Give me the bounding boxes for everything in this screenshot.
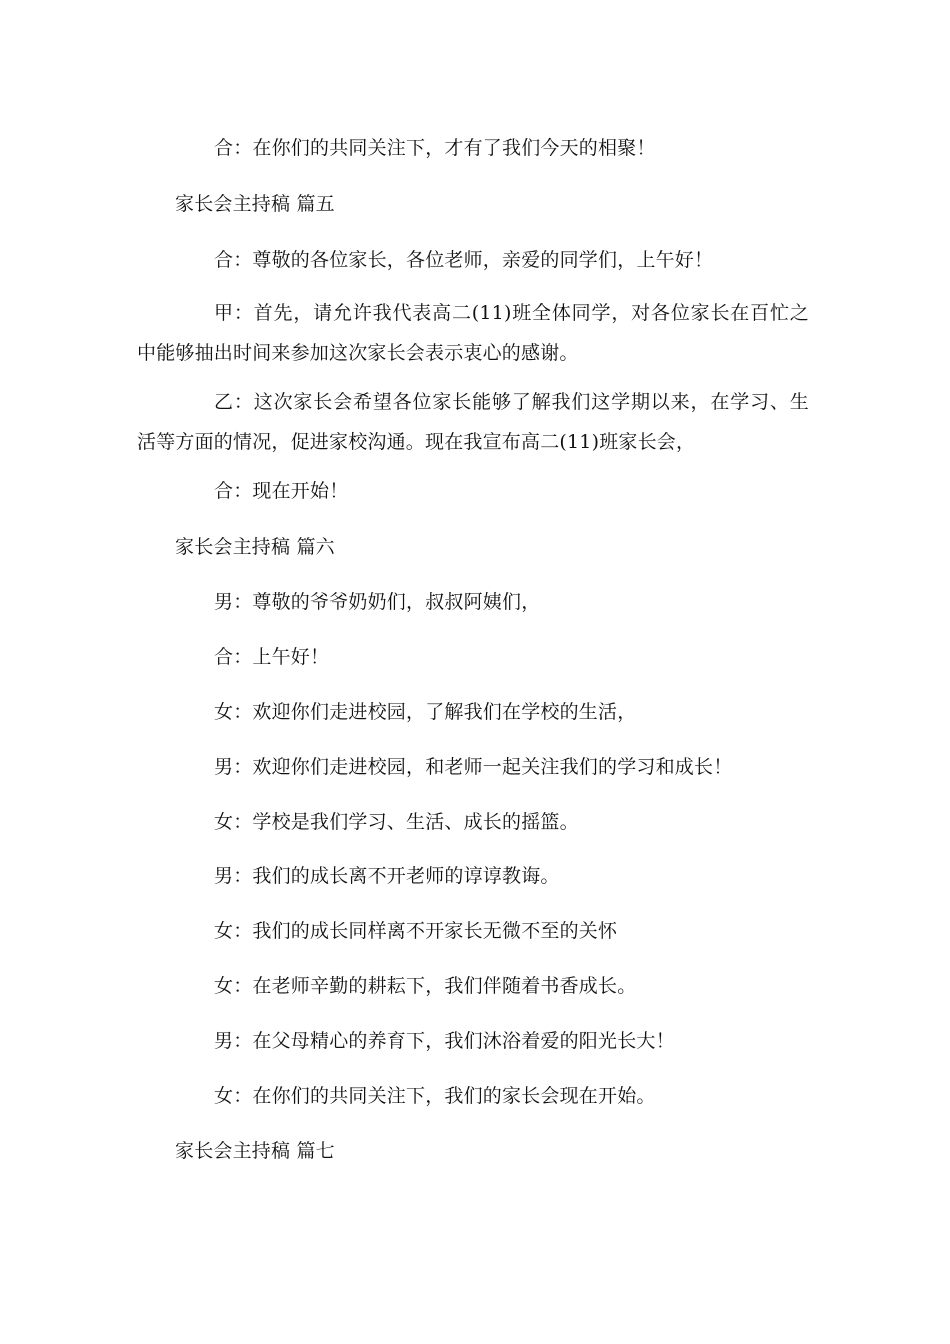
paragraph-line: 女：学校是我们学习、生活、成长的摇篮。	[214, 811, 579, 833]
paragraph-line: 合：在你们的共同关注下，才有了我们今天的相聚！	[214, 137, 656, 159]
section-heading: 家长会主持稿 篇七	[175, 1140, 335, 1162]
paragraph: 甲：首先，请允许我代表高二(11)班全体同学，对各位家长在百忙之中能够抽出时间来参加这次家长会表示衷心的感谢。	[137, 302, 809, 364]
paragraph-line: 男：我们的成长离不开老师的谆谆教诲。	[214, 865, 560, 887]
paragraph-line: 女：欢迎你们走进校园，了解我们在学校的生活，	[214, 701, 637, 723]
paragraph: 乙：这次家长会希望各位家长能够了解我们这学期以来，在学习、生活等方面的情况，促进家校沟通。现在我宣布高二(11)班家长会，	[137, 391, 809, 453]
paragraph-line: 合：现在开始！	[214, 480, 349, 502]
paragraph-line: 女：在老师辛勤的耕耘下，我们伴随着书香成长。	[214, 975, 637, 997]
section-heading: 家长会主持稿 篇六	[175, 536, 335, 558]
paragraph-line: 女：我们的成长同样离不开家长无微不至的关怀	[214, 920, 618, 942]
paragraph-line: 男：尊敬的爷爷奶奶们，叔叔阿姨们，	[214, 591, 541, 613]
paragraph-line: 女：在你们的共同关注下，我们的家长会现在开始。	[214, 1085, 656, 1107]
paragraph-line: 男：欢迎你们走进校园，和老师一起关注我们的学习和成长！	[214, 756, 733, 778]
paragraph-line: 男：在父母精心的养育下，我们沐浴着爱的阳光长大！	[214, 1030, 675, 1052]
paragraph-line: 合：尊敬的各位家长，各位老师，亲爱的同学们，上午好！	[214, 249, 714, 271]
section-heading: 家长会主持稿 篇五	[175, 193, 335, 215]
paragraph-line: 合：上午好！	[214, 646, 330, 668]
